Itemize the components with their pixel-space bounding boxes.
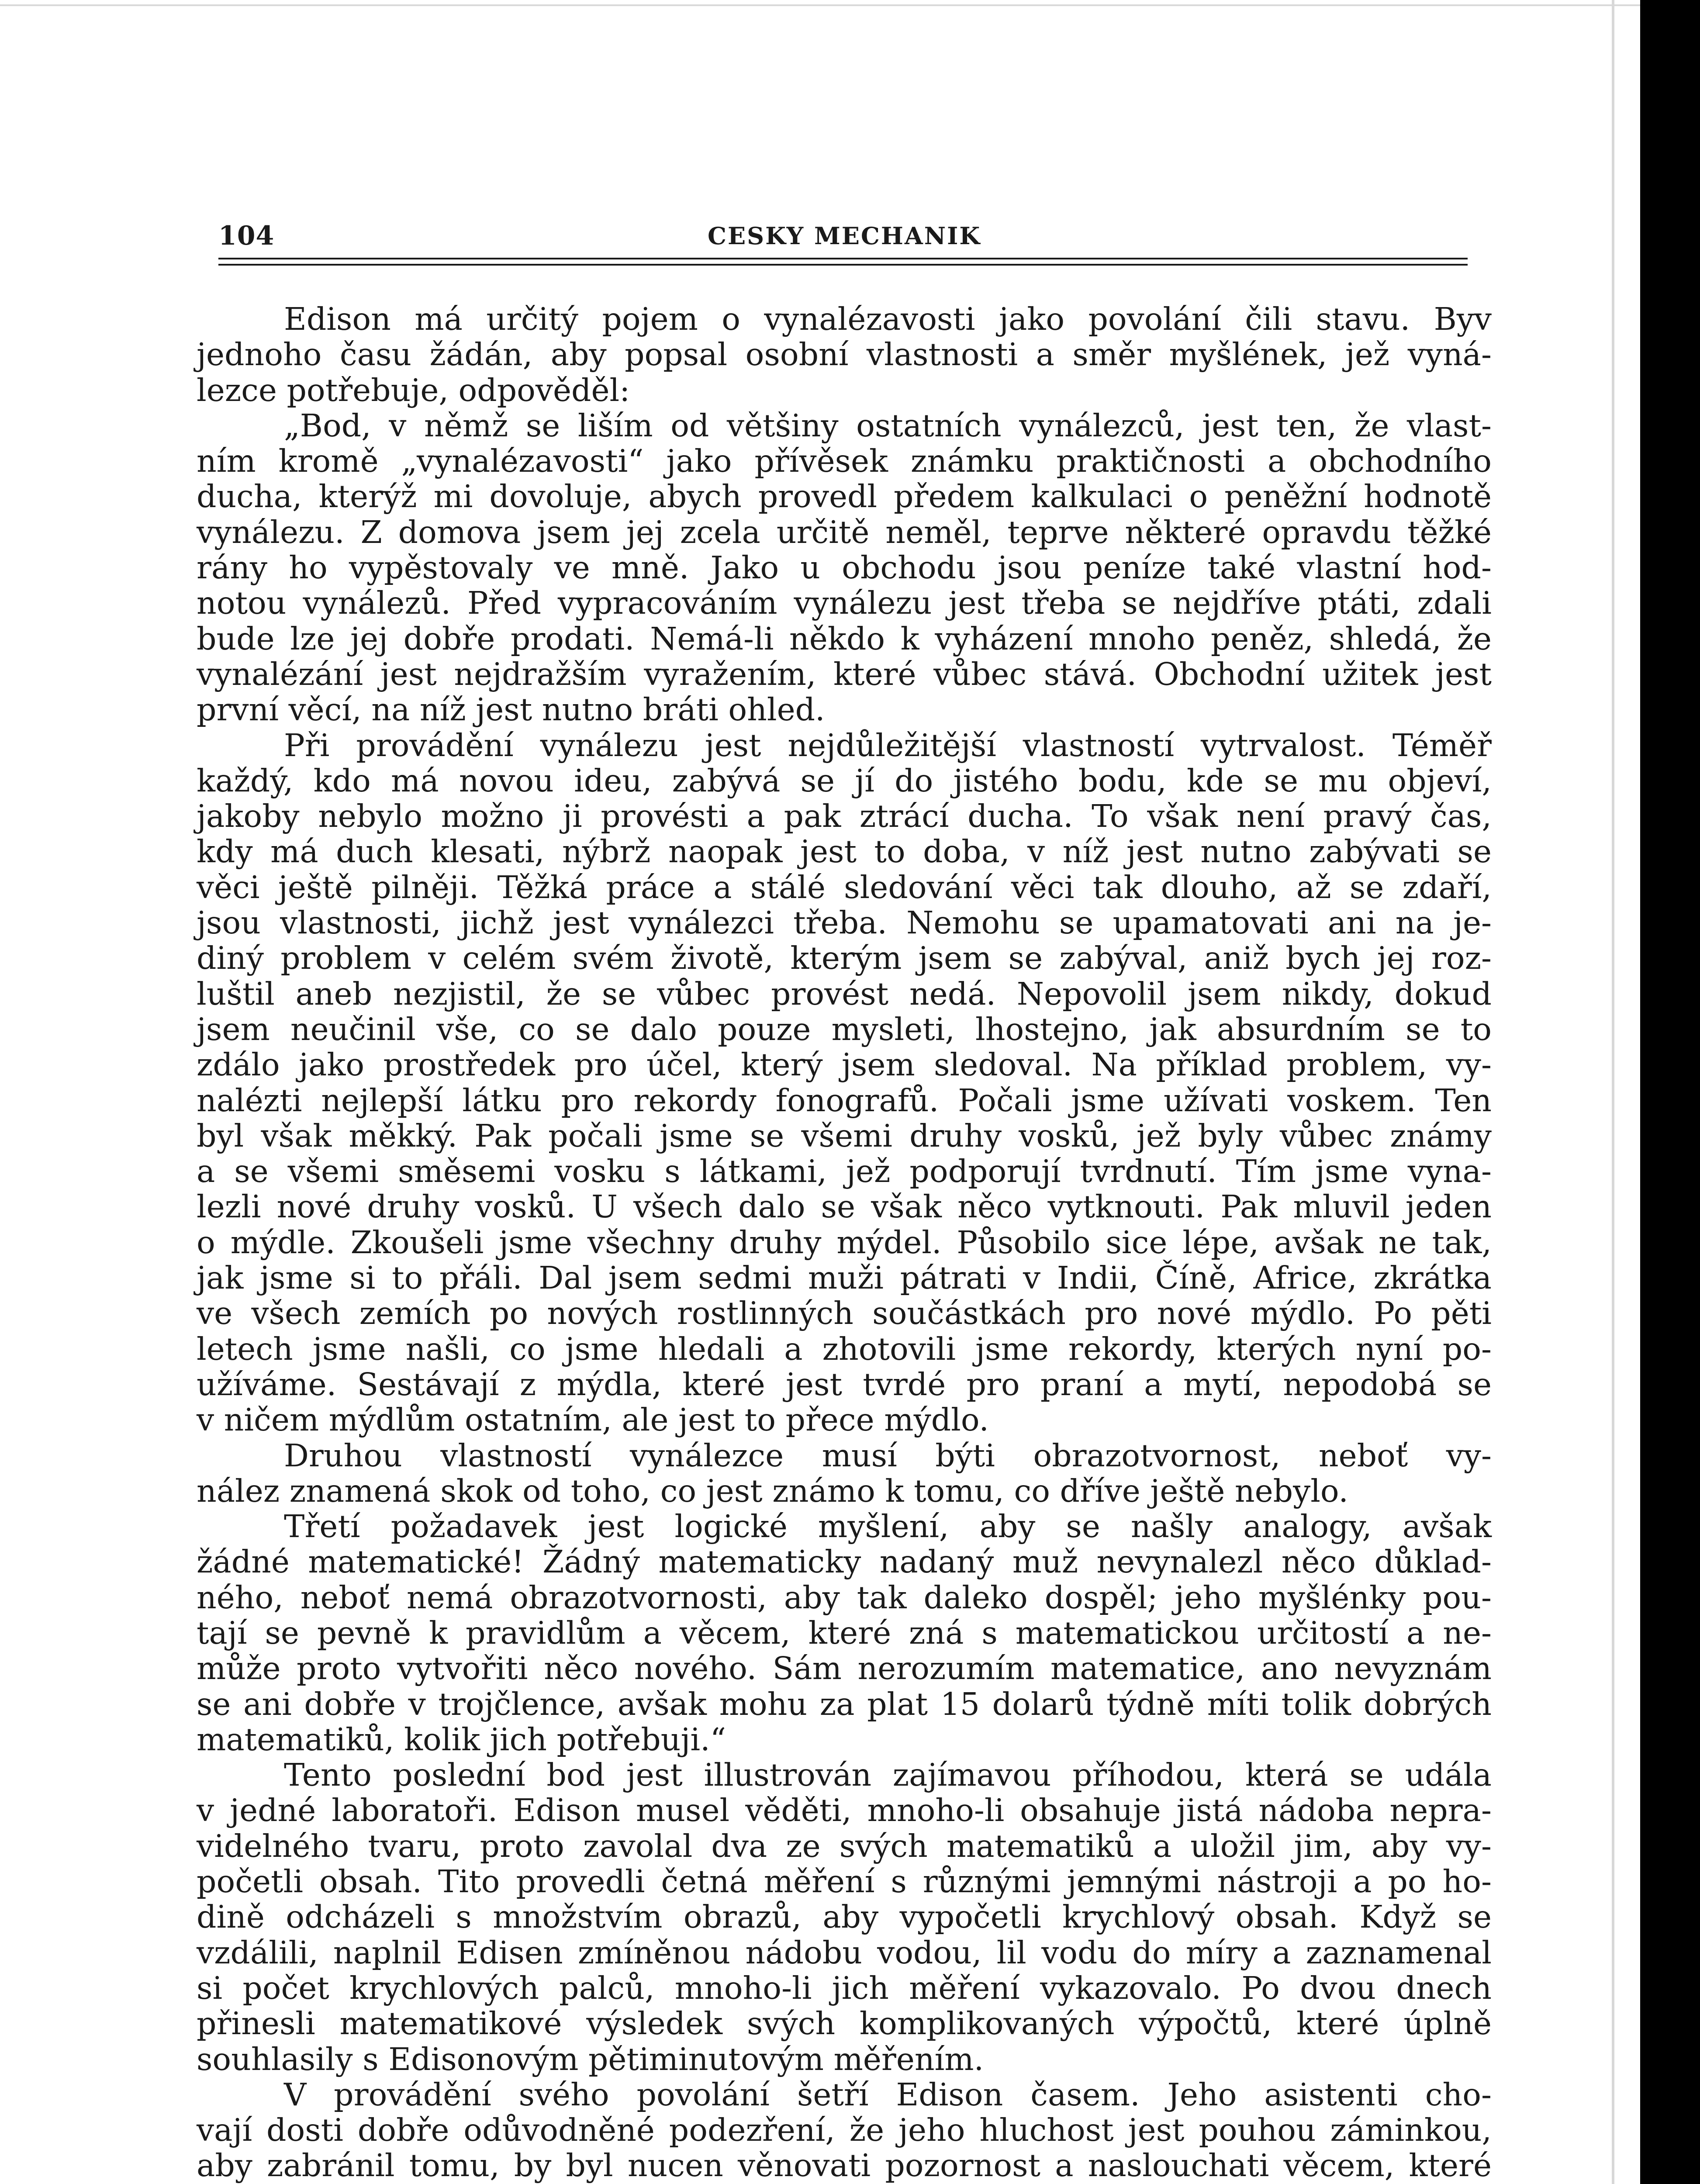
text-line: matematiků, kolik jich potřebuji.“ <box>197 1721 726 1758</box>
page-header <box>218 221 1468 251</box>
text-line: Tento poslední bod jest illustrován zajímavou příhodou, která se udála <box>284 1757 1492 1794</box>
text-line: početli obsah. Tito provedli četná měření s různými jemnými nástroji a po ho- <box>197 1863 1492 1900</box>
text-line: souhlasily s Edisonovým pětiminutovým měřením. <box>197 2041 984 2077</box>
text-line: přinesli matematikové výsledek svých komplikovaných výpočtů, které úplně <box>197 2005 1492 2042</box>
text-line: se ani dobře v trojčlence, avšak mohu za plat 15 dolarů týdně míti tolik dobrých <box>197 1686 1492 1722</box>
text-line: dině odcházeli s množstvím obrazů, aby vypočetli krychlový obsah. Když se <box>197 1899 1492 1935</box>
text-line: bude lze jej dobře prodati. Nemá-li někdo k vyházení mnoho peněz, shledá, že <box>197 620 1492 657</box>
text-line: a se všemi směsemi vosku s látkami, jež podporují tvrdnutí. Tím jsme vyna- <box>197 1153 1492 1190</box>
text-line: byl však měkký. Pak počali jsme se všemi druhy vosků, jež byly vůbec známy <box>197 1117 1492 1154</box>
text-line: letech jsme našli, co jsme hledali a zhotovili jsme rekordy, kterých nyní po- <box>197 1330 1492 1367</box>
text-line: V provádění svého povolání šetří Edison časem. Jeho asistenti cho- <box>284 2076 1492 2113</box>
text-line: o mýdle. Zkoušeli jsme všechny druhy mýdel. Působilo sice lépe, avšak ne tak, <box>197 1224 1492 1261</box>
text-line: lezli nové druhy vosků. U všech dalo se však něco vytknouti. Pak mluvil jeden <box>197 1189 1492 1225</box>
running-title: CESKY MECHANIK <box>708 222 981 250</box>
text-line: kdy má duch klesati, nýbrž naopak jest to doba, v níž jest nutno zabývati se <box>197 833 1492 870</box>
text-line: v ničem mýdlům ostatním, ale jest to přece mýdlo. <box>197 1402 989 1438</box>
text-line: tají se pevně k pravidlům a věcem, které zná s matematickou určitostí a ne- <box>197 1614 1492 1651</box>
text-line: zdálo jako prostředek pro účel, který jsem sledoval. Na příklad problem, vy- <box>197 1047 1492 1083</box>
text-line: žádné matematické! Žádný matematicky nadaný muž nevynalezl něco důklad- <box>197 1544 1492 1580</box>
text-line: může proto vytvořiti něco nového. Sám nerozumím matematice, ano nevyznám <box>197 1650 1492 1687</box>
text-line: Při provádění vynálezu jest nejdůležitější vlastností vytrvalost. Téměř <box>284 727 1492 764</box>
text-line: vzdálili, naplnil Edisen zmíněnou nádobu vodou, lil vodu do míry a zaznamenal <box>197 1934 1492 1971</box>
text-line: lezce potřebuje, odpověděl: <box>197 372 630 408</box>
text-line: si počet krychlových palců, mnoho-li jich měření vykazovalo. Po dvou dnech <box>197 1970 1492 2006</box>
text-line: v jedné laboratoři. Edison musel věděti, mnoho-li obsahuje jistá nádoba nepra- <box>197 1792 1492 1829</box>
text-line: ním kromě „vynalézavosti“ jako přívěsek známku praktičnosti a obchodního <box>197 443 1492 480</box>
text-line: notou vynálezů. Před vypracováním vynálezu jest třeba se nejdříve ptáti, zdali <box>197 585 1492 622</box>
text-line: Edison má určitý pojem o vynalézavosti jako povolání čili stavu. Byv <box>284 301 1492 337</box>
text-line: diný problem v celém svém životě, kterým jsem se zabýval, aniž bych jej roz- <box>197 940 1492 977</box>
text-line: užíváme. Sestávají z mýdla, které jest tvrdé pro praní a mytí, nepodobá se <box>197 1366 1492 1403</box>
text-line: nález znamená skok od toho, co jest známo k tomu, co dříve ještě nebylo. <box>197 1472 1348 1509</box>
text-line: každý, kdo má novou ideu, zabývá se jí do jistého bodu, kde se mu objeví, <box>197 762 1492 799</box>
text-line: luštil aneb nezjistil, že se vůbec provést nedá. Nepovolil jsem nikdy, dokud <box>197 975 1492 1012</box>
text-line: aby zabránil tomu, by byl nucen věnovati pozornost a naslouchati věcem, které <box>197 2147 1492 2184</box>
text-line: ného, neboť nemá obrazotvornosti, aby tak daleko dospěl; jeho myšlénky pou- <box>197 1579 1492 1616</box>
text-line: nalézti nejlepší látku pro rekordy fonografů. Počali jsme užívati voskem. Ten <box>197 1082 1492 1119</box>
text-line: jakoby nebylo možno ji provésti a pak ztrácí ducha. To však není pravý čas, <box>197 798 1492 835</box>
text-line: rány ho vypěstovaly ve mně. Jako u obchodu jsou peníze také vlastní hod- <box>197 549 1492 586</box>
text-line: ve všech zemích po nových rostlinných součástkách pro nové mýdlo. Po pěti <box>197 1295 1492 1332</box>
text-line: vynálezu. Z domova jsem jej zcela určitě neměl, teprve některé opravdu těžké <box>197 514 1492 550</box>
text-line: Třetí požadavek jest logické myšlení, aby se našly analogy, avšak <box>284 1508 1492 1545</box>
text-line: ducha, kterýž mi dovoluje, abych provedl předem kalkulaci o peněžní hodnotě <box>197 478 1492 515</box>
text-line: jsem neučinil vše, co se dalo pouze mysleti, lhostejno, jak absurdním se to <box>197 1011 1492 1047</box>
text-line: videlného tvaru, proto zavolal dva ze svých matematiků a uložil jim, aby vy- <box>197 1828 1492 1864</box>
body-text <box>197 301 1492 2184</box>
text-line: jednoho času žádán, aby popsal osobní vlastnosti a směr myšlének, jež vyná- <box>197 336 1492 373</box>
text-line: věci ještě pilněji. Těžká práce a stálé sledování věci tak dlouho, až se zdaří, <box>197 869 1492 905</box>
text-line: první věcí, na níž jest nutno bráti ohled. <box>197 691 825 728</box>
text-line: jak jsme si to přáli. Dal jsem sedmi muži pátrati v Indii, Číně, Africe, zkrátka <box>197 1260 1492 1296</box>
text-line: jsou vlastnosti, jichž jest vynálezci třeba. Nemohu se upamatovati ani na je- <box>197 905 1492 941</box>
scan-dark-margin <box>1640 0 1700 2184</box>
text-line: vynalézání jest nejdražším vyražením, které vůbec stává. Obchodní užitek jest <box>197 656 1492 692</box>
text-line: „Bod, v němž se liším od většiny ostatních vynálezců, jest ten, že vlast- <box>284 407 1492 444</box>
text-line: vají dosti dobře odůvodněné podezření, že jeho hluchost jest pouhou záminkou, <box>197 2112 1492 2149</box>
page-number: 104 <box>218 221 275 251</box>
header-double-rule <box>218 258 1468 266</box>
text-line: Druhou vlastností vynálezce musí býti obrazotvornost, neboť vy- <box>284 1437 1492 1474</box>
